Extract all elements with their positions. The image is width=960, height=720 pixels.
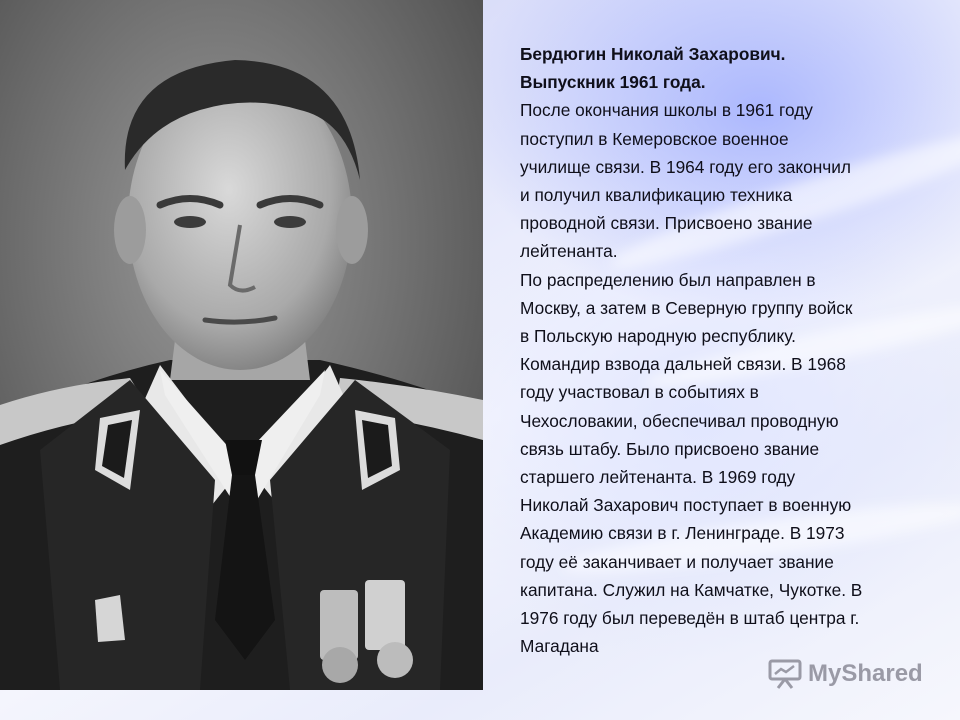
biography-body: После окончания школы в 1961 году поступил в Кемеровское военное училище связи. В 1964 году его закончил и получил квалификацию техника проводной связи. Присвоено звание лейтенанта. По распределению был направлен в Москву, а затем в Северную группу войск в Польскую народную республику. Командир взвода дальней связи. В 1968 году участвовал в событиях в Чехословакии, обеспечивал проводную связь штабу. Было присвоено звание старшего лейтенанта. В 1969 году Николай Захарович поступает в военную Академию связи в г. Ленинграде. В 1973 году её заканчивает и получает звание капитана. Служил на Камчатке, Чукотке. В 1976 году был переведён в штаб центра г. Магадана [520, 100, 863, 657]
portrait-image [0, 0, 483, 690]
presentation-board-icon [768, 659, 802, 689]
watermark [768, 658, 938, 690]
biography-text [520, 40, 950, 660]
graduate-year: Выпускник 1961 года. [520, 72, 706, 93]
watermark-label: MyShared [808, 660, 923, 687]
person-name: Бердюгин Николай Захарович. [520, 44, 786, 64]
portrait-photo [0, 0, 483, 690]
